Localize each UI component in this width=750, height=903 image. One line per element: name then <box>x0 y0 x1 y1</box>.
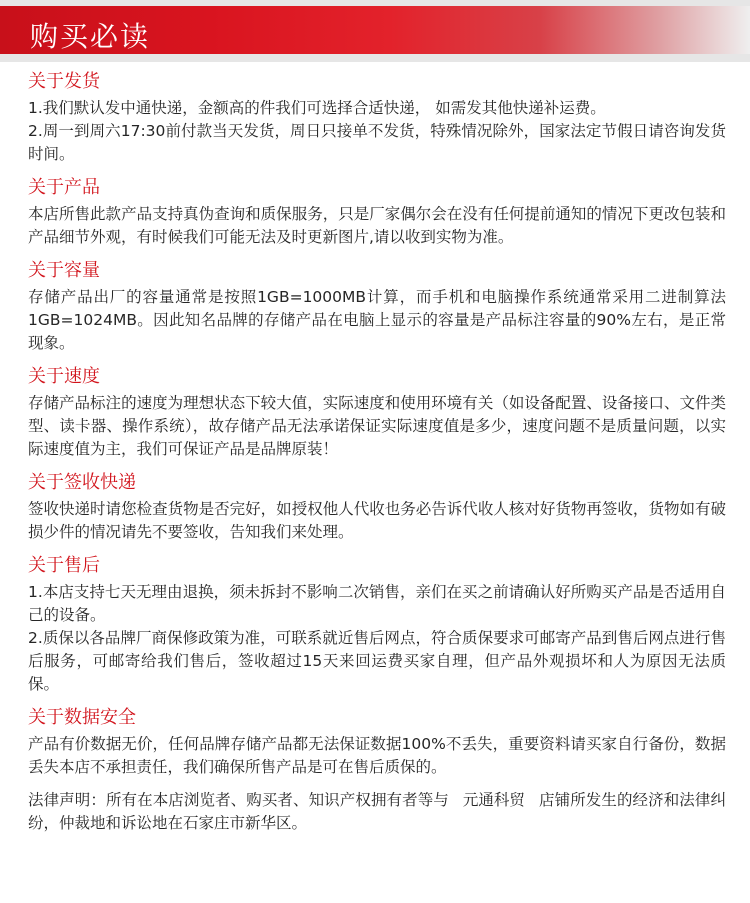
section-title-speed: 关于速度 <box>28 366 100 387</box>
section-capacity <box>28 259 726 355</box>
header-banner <box>0 6 750 54</box>
page-title: 购买必读 <box>30 20 151 53</box>
section-paragraph: 2.质保以各品牌厂商保修政策为准，可联系就近售后网点，符合质保要求可邮寄产品到售后网点进行售后服务，可邮寄给我们售后，签收超过15天来回运费买家自理，但产品外观损坏和人为原因无法质保。 <box>28 629 726 693</box>
section-title-delivery-receipt: 关于签收快递 <box>28 472 136 493</box>
header <box>0 0 750 62</box>
section-delivery-receipt <box>28 471 726 544</box>
section-speed <box>28 365 726 461</box>
section-paragraph: 产品有价数据无价，任何品牌存储产品都无法保证数据100%不丢失，重要资料请买家自行备份，数据丢失本店不承担责任，我们确保所售产品是可在售后质保的。 <box>28 735 726 776</box>
section-paragraph: 签收快递时请您检查货物是否完好，如授权他人代收也务必告诉代收人核对好货物再签收，货物如有破损少件的情况请先不要签收，告知我们来处理。 <box>28 500 726 541</box>
shop-name: 元通科贸 <box>462 791 525 809</box>
section-title-product: 关于产品 <box>28 177 100 198</box>
section-paragraph: 存储产品标注的速度为理想状态下较大值，实际速度和使用环境有关（如设备配置、设备接口、文件类型、读卡器、操作系统），故存储产品无法承诺保证实际速度值是多少，速度问题不是质量问题，以实际速度值为主，我们可保证产品是品牌原装！ <box>28 394 726 458</box>
section-paragraph: 本店所售此款产品支持真伪查询和质保服务，只是厂家偶尔会在没有任何提前通知的情况下更改包装和产品细节外观，有时候我们可能无法及时更新图片,请以收到实物为准。 <box>28 205 726 246</box>
section-after-sales <box>28 554 726 696</box>
legal-statement <box>28 789 726 835</box>
legal-statement-prefix: 法律声明：所有在本店浏览者、购买者、知识产权拥有者等与 <box>28 791 449 809</box>
section-title-shipping: 关于发货 <box>28 71 100 92</box>
section-product <box>28 176 726 249</box>
section-paragraph: 1.本店支持七天无理由退换，须未拆封不影响二次销售，亲们在买之前请确认好所购买产品是否适用自己的设备。 <box>28 583 726 624</box>
legal-statement-suffix: 店铺所发生的经济和法律纠纷，仲裁地和诉讼地在石家庄市新华区。 <box>28 791 726 832</box>
section-title-capacity: 关于容量 <box>28 260 100 281</box>
section-paragraph: 2.周一到周六17:30前付款当天发货，周日只接单不发货，特殊情况除外，国家法定节假日请咨询发货时间。 <box>28 122 726 163</box>
section-title-data-security: 关于数据安全 <box>28 707 136 728</box>
section-paragraph: 存储产品出厂的容量通常是按照1GB=1000MB计算，而手机和电脑操作系统通常采用二进制算法1GB=1024MB。因此知名品牌的存储产品在电脑上显示的容量是产品标注容量的90%左右，是正常现象。 <box>28 288 726 352</box>
section-shipping <box>28 70 726 166</box>
section-title-after-sales: 关于售后 <box>28 555 100 576</box>
section-data-security <box>28 706 726 779</box>
section-paragraph: 1.我们默认发中通快递，金额高的件我们可选择合适快递， 如需发其他快递补运费。 <box>28 99 606 117</box>
notice-content <box>28 66 726 835</box>
